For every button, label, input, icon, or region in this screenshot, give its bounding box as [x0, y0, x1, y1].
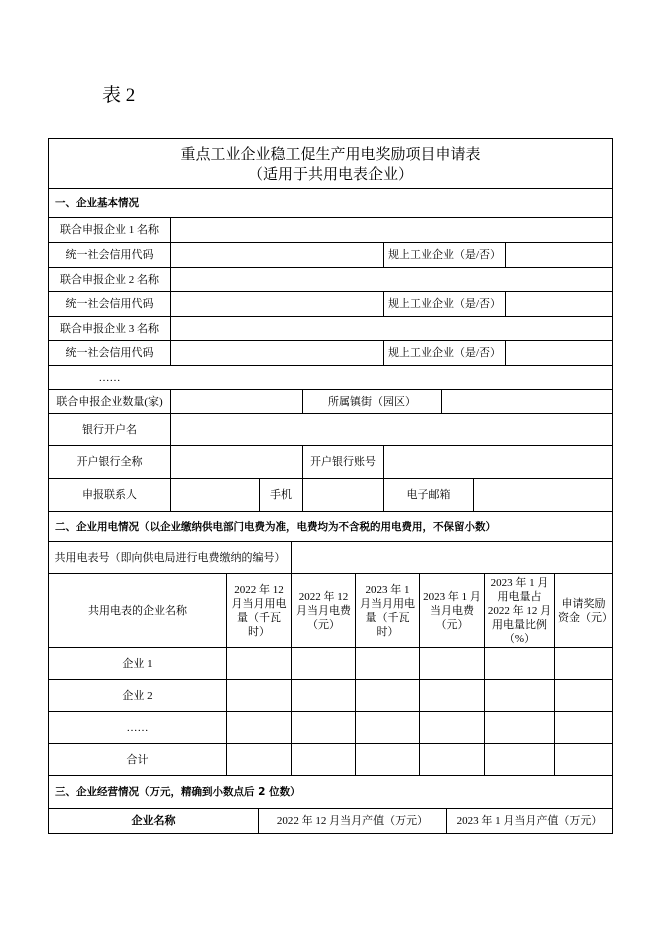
credit-code-label-2: 统一社会信用代码 — [65, 298, 154, 310]
company1-name-label: 联合申报企业 1 名称 — [60, 224, 159, 236]
more-companies-field[interactable] — [171, 366, 612, 389]
contact-field[interactable] — [171, 479, 259, 511]
meter-number-field[interactable] — [292, 542, 612, 573]
bank-account-field[interactable] — [384, 446, 612, 478]
company3-name-label: 联合申报企业 3 名称 — [60, 322, 159, 335]
col-header-ratio: 2023 年 1 月用电量占 2022 年 12 月用电量比例（%） — [487, 576, 552, 645]
table-row-label: 企业 1 — [122, 657, 153, 670]
col-header-dec-fee: 2022 年 12 月当月电费（元） — [296, 590, 351, 631]
col-header-jan-fee: 2023 年 1 月当月电费（元） — [423, 590, 481, 631]
credit-code-field-2[interactable] — [171, 292, 383, 316]
bank-name-label: 开户银行全称 — [76, 456, 143, 468]
col-header-dec-output: 2022 年 12 月当月产值（万元） — [276, 815, 429, 827]
form-title-line1: 重点工业企业稳工促生产用电奖励项目申请表 — [180, 145, 481, 163]
company2-name-field[interactable] — [171, 268, 612, 291]
form-subtitle — [49, 163, 612, 185]
company2-name-label: 联合申报企业 2 名称 — [60, 273, 159, 286]
industrial-label-1: 规上工业企业（是/否） — [387, 249, 502, 261]
bank-account-label: 开户银行账号 — [310, 456, 376, 468]
section2-heading — [49, 512, 612, 541]
section3-heading-text: 三、企业经营情况（万元，精确到小数点后 2 位数） — [55, 786, 301, 798]
table-row-label: …… — [126, 721, 149, 734]
company1-name-field[interactable] — [171, 218, 612, 242]
table-row-label: 合计 — [126, 753, 149, 766]
mobile-field[interactable] — [303, 479, 383, 511]
col-header-reward: 申请奖励资金（元） — [558, 597, 613, 624]
form-title-line2: （适用于共用电表企业） — [247, 165, 413, 183]
mobile-label: 手机 — [270, 489, 292, 501]
industrial-field-2[interactable] — [506, 292, 612, 316]
col-header-company-name: 企业名称 — [131, 814, 176, 827]
credit-code-label-1: 统一社会信用代码 — [65, 249, 154, 261]
email-field[interactable] — [474, 479, 612, 511]
street-field[interactable] — [442, 390, 612, 413]
joint-count-label: 联合申报企业数量(家) — [56, 395, 163, 408]
table-row-label: 企业 2 — [122, 689, 153, 702]
document-label: 表 2 — [102, 85, 136, 106]
section1-heading-text: 一、企业基本情况 — [55, 197, 139, 209]
meter-number-label: 共用电表号（即向供电局进行电费缴纳的编号） — [54, 551, 286, 564]
account-name-field[interactable] — [171, 414, 612, 445]
account-name-label: 银行开户名 — [82, 423, 137, 436]
col-header-company: 共用电表的企业名称 — [88, 604, 187, 617]
industrial-field-3[interactable] — [506, 341, 612, 365]
company3-name-field[interactable] — [171, 317, 612, 340]
joint-count-field[interactable] — [171, 390, 302, 413]
section2-heading-text: 二、企业用电情况（以企业缴纳供电部门电费为准，电费均为不含税的用电费用，不保留小数） — [55, 520, 496, 533]
section1-heading — [49, 189, 612, 217]
col-header-jan-usage: 2023 年 1 月当月用电量（千瓦时） — [360, 583, 415, 638]
section3-heading — [49, 776, 612, 808]
bank-name-field[interactable] — [171, 446, 302, 478]
form-title — [49, 143, 612, 165]
industrial-label-2: 规上工业企业（是/否） — [387, 298, 502, 310]
credit-code-field-1[interactable] — [171, 243, 383, 267]
more-companies-ellipsis: …… — [98, 371, 121, 384]
application-form — [48, 138, 613, 834]
industrial-field-1[interactable] — [506, 243, 612, 267]
industrial-label-3: 规上工业企业（是/否） — [387, 347, 502, 359]
contact-label: 申报联系人 — [82, 489, 137, 501]
credit-code-label-3: 统一社会信用代码 — [65, 347, 154, 359]
col-header-dec-usage: 2022 年 12 月当月用电量（千瓦时） — [231, 583, 287, 638]
email-label: 电子邮箱 — [406, 489, 451, 501]
credit-code-field-3[interactable] — [171, 341, 383, 365]
street-label: 所属镇街（园区） — [328, 395, 416, 408]
col-header-jan-output: 2023 年 1 月当月产值（万元） — [456, 815, 603, 827]
